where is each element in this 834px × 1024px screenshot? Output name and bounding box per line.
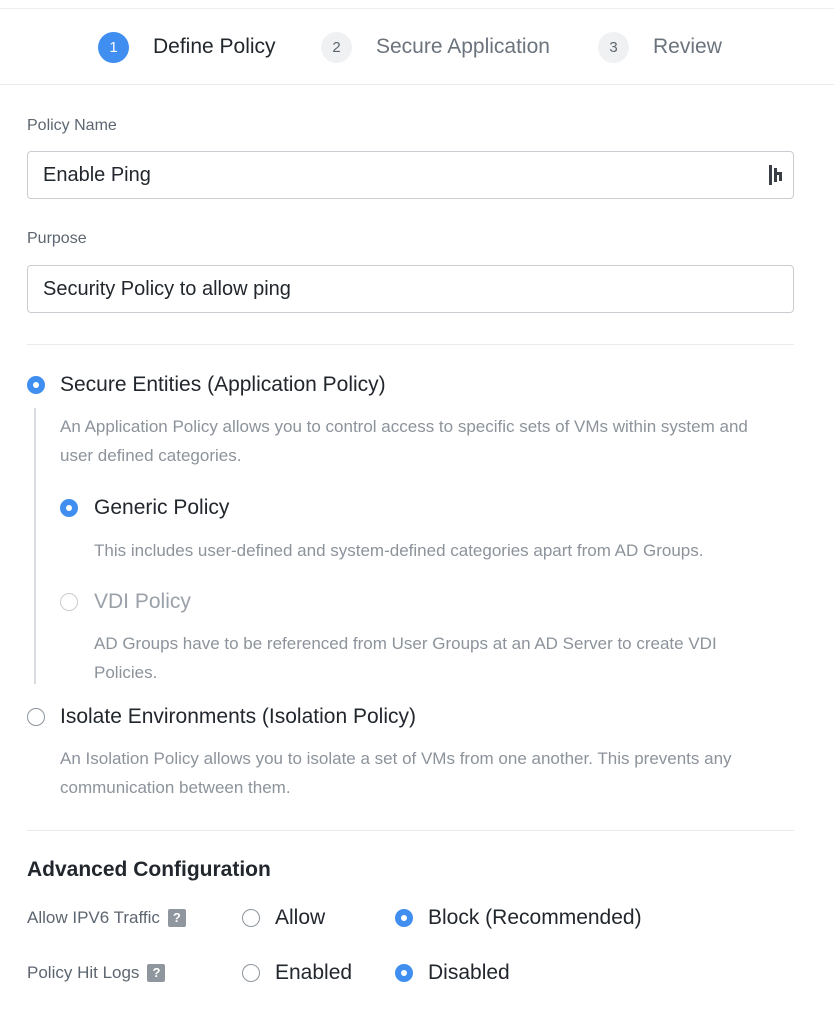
section-divider xyxy=(27,344,794,345)
secure-entities-radio[interactable] xyxy=(27,376,45,394)
generic-policy-label[interactable]: Generic Policy xyxy=(94,496,230,519)
wizard-stepper xyxy=(0,9,834,85)
hit-logs-disabled-label[interactable]: Disabled xyxy=(428,961,510,984)
password-manager-icon[interactable] xyxy=(766,163,786,187)
ipv6-traffic-label xyxy=(27,908,186,928)
step-define-policy[interactable] xyxy=(98,31,276,63)
isolate-environments-radio[interactable] xyxy=(27,708,45,726)
generic-policy-description: This includes user-defined and system-defined categories apart from AD Groups. xyxy=(94,541,704,560)
hit-logs-enabled-radio[interactable] xyxy=(242,964,260,982)
purpose-input[interactable] xyxy=(27,265,794,313)
ipv6-block-radio[interactable] xyxy=(395,909,413,927)
vdi-policy-description: AD Groups have to be referenced from User Groups at an AD Server to create VDI Policies. xyxy=(94,634,717,682)
purpose-label: Purpose xyxy=(27,230,87,247)
isolate-environments-description: An Isolation Policy allows you to isolate a set of VMs from one another. This prevents any communication between them. xyxy=(60,749,732,797)
step-label: Secure Application xyxy=(376,35,550,58)
policy-hit-logs-label xyxy=(27,963,165,983)
policy-name-input[interactable] xyxy=(27,151,794,199)
policy-hit-logs-label-text: Policy Hit Logs xyxy=(27,963,140,982)
step-label: Review xyxy=(653,35,722,58)
step-label: Define Policy xyxy=(153,35,276,58)
step-number-badge: 1 xyxy=(98,32,129,63)
step-number-badge: 3 xyxy=(598,32,629,63)
isolate-environments-label[interactable]: Isolate Environments (Isolation Policy) xyxy=(60,705,416,728)
ipv6-traffic-label-text: Allow IPV6 Traffic xyxy=(27,908,160,927)
help-icon[interactable]: ? xyxy=(168,909,186,927)
ipv6-block-label[interactable]: Block (Recommended) xyxy=(428,906,642,929)
help-icon[interactable]: ? xyxy=(147,964,165,982)
section-divider xyxy=(27,830,794,831)
ipv6-allow-label[interactable]: Allow xyxy=(275,906,326,929)
vdi-policy-radio[interactable] xyxy=(60,593,78,611)
generic-policy-radio[interactable] xyxy=(60,499,78,517)
ipv6-allow-radio[interactable] xyxy=(242,909,260,927)
step-number-badge: 2 xyxy=(321,32,352,63)
policy-name-label: Policy Name xyxy=(27,117,117,134)
hit-logs-enabled-label[interactable]: Enabled xyxy=(275,961,353,984)
hit-logs-disabled-radio[interactable] xyxy=(395,964,413,982)
nested-options-bar xyxy=(34,408,36,684)
advanced-configuration-title: Advanced Configuration xyxy=(27,858,271,881)
step-secure-application[interactable] xyxy=(321,31,550,63)
step-review[interactable] xyxy=(598,31,722,63)
secure-entities-label[interactable]: Secure Entities (Application Policy) xyxy=(60,373,386,396)
vdi-policy-label[interactable]: VDI Policy xyxy=(94,590,191,613)
secure-entities-description: An Application Policy allows you to control access to specific sets of VMs within system and user defined categories. xyxy=(60,417,748,465)
